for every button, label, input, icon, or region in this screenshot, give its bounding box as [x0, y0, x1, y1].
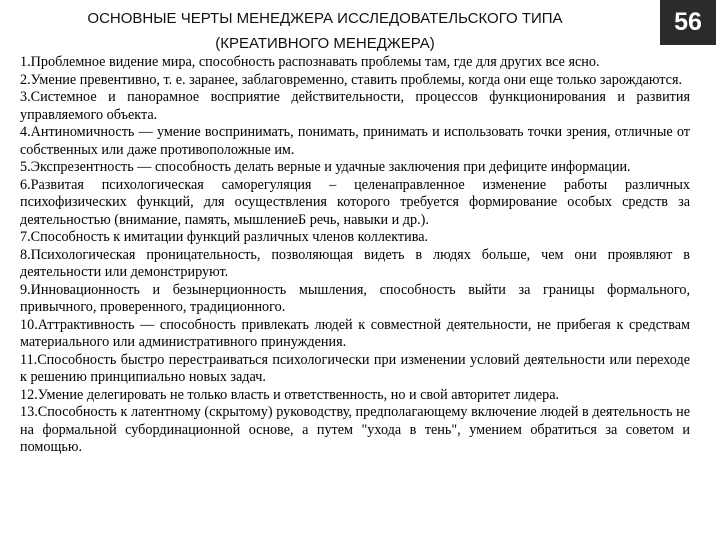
list-item: 7.Способность к имитации функций различных членов коллектива.: [20, 229, 429, 245]
list-item: 13.Способность к латентному (скрытому) руководству, предполагающему включение людей в деятельность не на формальной субординационной основе, а путем "ухода в тень", умением обратиться за советом и помощью.: [20, 404, 690, 455]
list-item: 1.Проблемное видение мира, способность распознавать проблемы там, где для других все ясно.: [20, 54, 600, 70]
slide-title-line-1: ОСНОВНЫЕ ЧЕРТЫ МЕНЕДЖЕРА ИССЛЕДОВАТЕЛЬСКОГО ТИПА: [87, 10, 563, 27]
list-item: 10.Аттрактивность — способность привлекать людей к совместной деятельности, не прибегая к средствам материального или административного принуждения.: [20, 316, 690, 350]
list-item: 11.Способность быстро перестраиваться психологически при изменении условий деятельности или переходе к решению принципиально новых задач.: [20, 351, 690, 385]
page-number-badge: 56: [660, 0, 716, 45]
list-item: 3.Системное и панорамное восприятие действительности, процессов функционирования и развития управляемого объекта.: [20, 89, 690, 123]
list-item: 8.Психологическая проницательность, позволяющая видеть в людях больше, чем они проявляют в деятельности или демонстрируют.: [20, 246, 690, 280]
slide-title-line-2: (КРЕАТИВНОГО МЕНЕДЖЕРА): [215, 35, 435, 52]
list-item: 5.Экспрезентность — способность делать верные и удачные заключения при дефиците информации.: [20, 159, 631, 175]
list-item: 4.Антиномичность — умение воспринимать, понимать, принимать и использовать точки зрения, отличные от собственных или даже противоположные им.: [20, 124, 690, 158]
list-item: 12.Умение делегировать не только власть и ответственность, но и свой авторитет лидера.: [20, 386, 560, 403]
slide-title: [30, 6, 620, 56]
list-item: 2.Умение превентивно, т. е. заранее, заблаговременно, ставить проблемы, когда они еще только зарождаются.: [20, 71, 683, 88]
traits-list: [20, 54, 690, 457]
list-item: 9.Инновационность и безынерционность мышления, способность выйти за границы формального, привычного, проверенного, традиционного.: [20, 281, 690, 315]
list-item: 6.Развитая психологическая саморегуляция – целенаправленное изменение работы различных психофизических функций, для осуществления которого требуется формирование особых средств за деятельностью (внимание, память, мышлениеБ речь, навыки и др.).: [20, 176, 690, 228]
